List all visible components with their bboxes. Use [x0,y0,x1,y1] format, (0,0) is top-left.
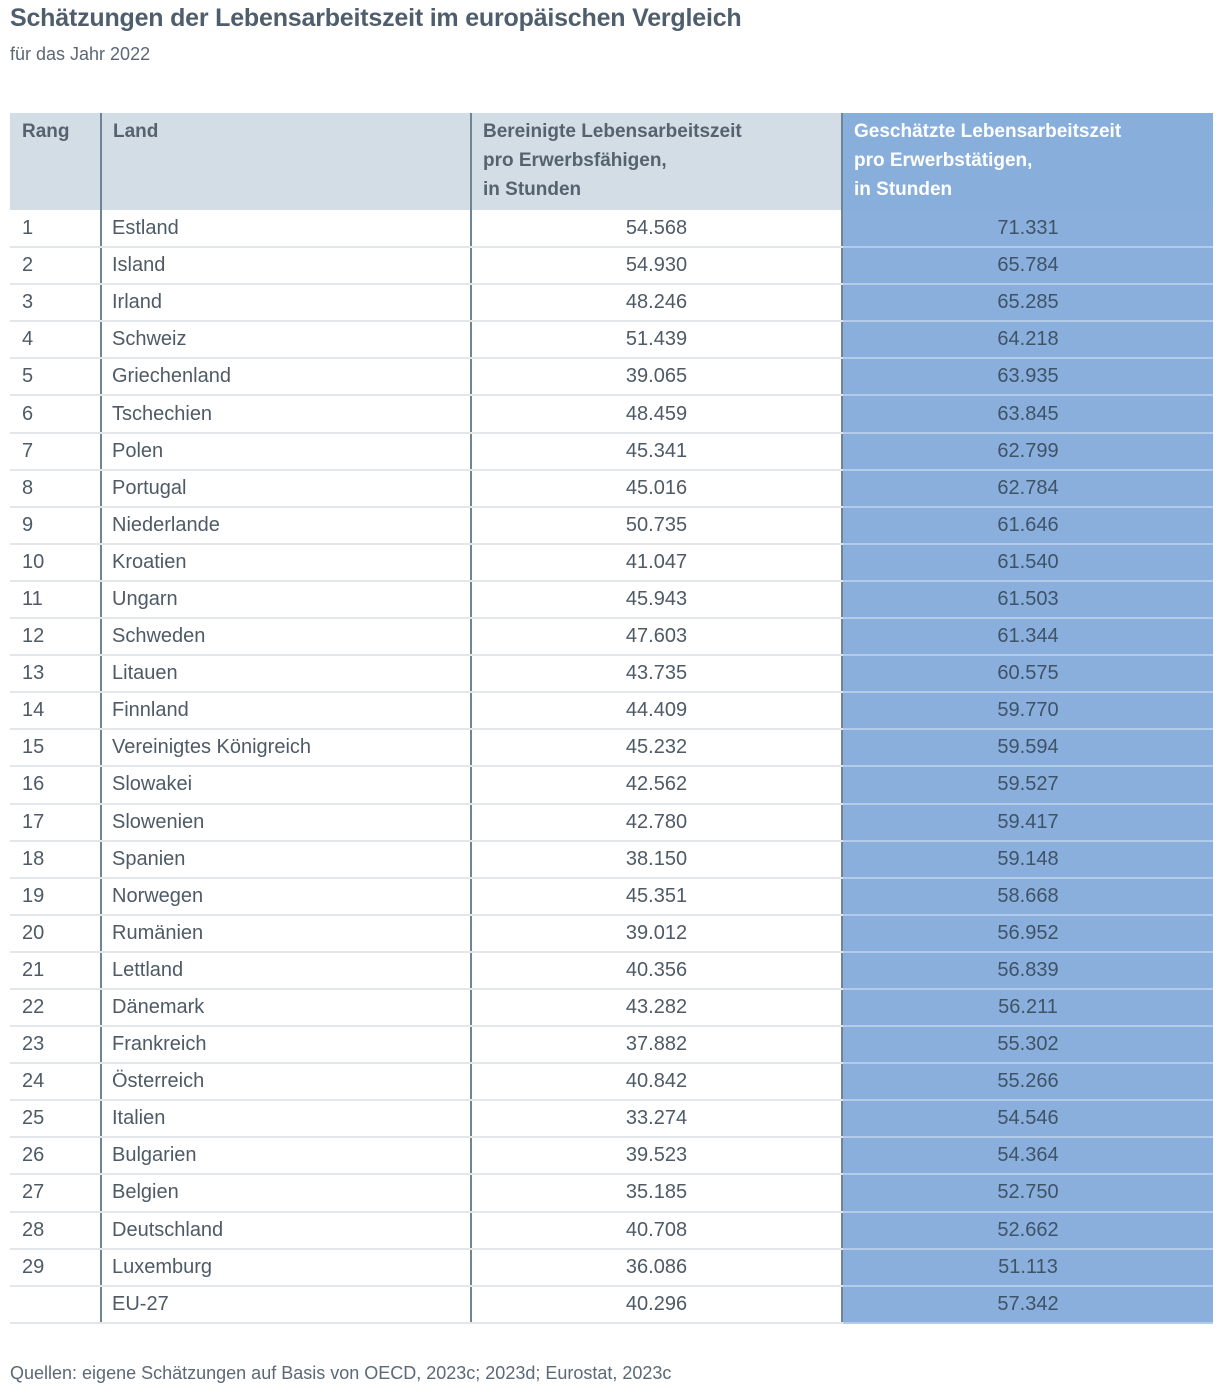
table-row [10,1063,1213,1100]
table-row [10,284,1213,321]
land-cell: Niederlande [101,507,471,544]
geschaetzt-cell: 62.784 [842,470,1213,507]
rang-cell: 3 [10,284,101,321]
geschaetzt-cell: 58.668 [842,878,1213,915]
table-row [10,766,1213,803]
land-cell: Norwegen [101,878,471,915]
table-row [10,1137,1213,1174]
geschaetzt-cell: 51.113 [842,1249,1213,1286]
bereinigt-cell: 43.282 [471,989,842,1026]
rang-cell: 10 [10,544,101,581]
land-cell: Irland [101,284,471,321]
rang-cell: 9 [10,507,101,544]
header-bereinigt-line: pro Erwerbsfähigen, [483,150,667,171]
table-row [10,1026,1213,1063]
rang-cell: 17 [10,804,101,841]
land-cell: Slowakei [101,766,471,803]
rang-cell: 12 [10,618,101,655]
geschaetzt-cell: 54.364 [842,1137,1213,1174]
header-geschaetzt-line: pro Erwerbstätigen, [854,150,1033,171]
table-row [10,581,1213,618]
geschaetzt-cell: 61.344 [842,618,1213,655]
header-rang [10,113,101,210]
geschaetzt-cell: 60.575 [842,655,1213,692]
header-rang-label: Rang [22,121,70,142]
geschaetzt-cell: 56.952 [842,915,1213,952]
land-cell: Dänemark [101,989,471,1026]
table-row [10,210,1213,247]
rang-cell: 26 [10,1137,101,1174]
bereinigt-cell: 45.341 [471,433,842,470]
header-land [101,113,471,210]
header-bereinigt-line: in Stunden [483,179,582,200]
rang-cell: 27 [10,1174,101,1211]
table-row [10,729,1213,766]
table-header-row [10,113,1213,210]
land-cell: Frankreich [101,1026,471,1063]
bereinigt-cell: 37.882 [471,1026,842,1063]
bereinigt-cell: 54.568 [471,210,842,247]
land-cell: Tschechien [101,395,471,432]
geschaetzt-cell: 65.784 [842,247,1213,284]
table-row [10,1249,1213,1286]
land-cell: EU-27 [101,1286,471,1323]
bereinigt-cell: 54.930 [471,247,842,284]
bereinigt-cell: 39.012 [471,915,842,952]
table-row [10,1174,1213,1211]
land-cell: Belgien [101,1174,471,1211]
bereinigt-cell: 48.246 [471,284,842,321]
geschaetzt-cell: 71.331 [842,210,1213,247]
geschaetzt-cell: 55.266 [842,1063,1213,1100]
table-row [10,804,1213,841]
header-geschaetzt-line: in Stunden [854,179,953,200]
rang-cell: 2 [10,247,101,284]
rang-cell: 6 [10,395,101,432]
land-cell: Slowenien [101,804,471,841]
rang-cell: 23 [10,1026,101,1063]
bereinigt-cell: 43.735 [471,655,842,692]
rang-cell: 16 [10,766,101,803]
rang-cell: 24 [10,1063,101,1100]
table-row [10,618,1213,655]
table-row [10,433,1213,470]
rang-cell: 25 [10,1100,101,1137]
table-row [10,1100,1213,1137]
lifetime-working-hours-table [10,113,1213,1324]
rang-cell: 14 [10,692,101,729]
geschaetzt-cell: 52.662 [842,1212,1213,1249]
bereinigt-cell: 51.439 [471,321,842,358]
table-row [10,358,1213,395]
rang-cell: 19 [10,878,101,915]
rang-cell: 29 [10,1249,101,1286]
bereinigt-cell: 50.735 [471,507,842,544]
rang-cell: 5 [10,358,101,395]
bereinigt-cell: 45.016 [471,470,842,507]
table-row [10,692,1213,729]
bereinigt-cell: 39.065 [471,358,842,395]
bereinigt-cell: 44.409 [471,692,842,729]
header-geschaetzt [842,113,1213,210]
bereinigt-cell: 38.150 [471,841,842,878]
land-cell: Estland [101,210,471,247]
bereinigt-cell: 35.185 [471,1174,842,1211]
geschaetzt-cell: 63.935 [842,358,1213,395]
bereinigt-cell: 45.232 [471,729,842,766]
source-note: Quellen: eigene Schätzungen auf Basis von OECD, 2023c; 2023d; Eurostat, 2023c [10,1363,672,1383]
rang-cell: 18 [10,841,101,878]
rang-cell [10,1286,101,1323]
page-title: Schätzungen der Lebensarbeitszeit im europäischen Vergleich [10,4,742,32]
land-cell: Lettland [101,952,471,989]
rang-cell: 15 [10,729,101,766]
bereinigt-cell: 36.086 [471,1249,842,1286]
geschaetzt-cell: 57.342 [842,1286,1213,1323]
land-cell: Schweiz [101,321,471,358]
table-row [10,395,1213,432]
geschaetzt-cell: 56.839 [842,952,1213,989]
geschaetzt-cell: 59.594 [842,729,1213,766]
table-row [10,841,1213,878]
land-cell: Kroatien [101,544,471,581]
land-cell: Bulgarien [101,1137,471,1174]
table-row [10,655,1213,692]
header-bereinigt [471,113,842,210]
bereinigt-cell: 45.943 [471,581,842,618]
bereinigt-cell: 41.047 [471,544,842,581]
rang-cell: 11 [10,581,101,618]
geschaetzt-cell: 59.527 [842,766,1213,803]
rang-cell: 21 [10,952,101,989]
rang-cell: 8 [10,470,101,507]
bereinigt-cell: 42.562 [471,766,842,803]
table-row [10,247,1213,284]
geschaetzt-cell: 61.540 [842,544,1213,581]
geschaetzt-cell: 59.148 [842,841,1213,878]
rang-cell: 4 [10,321,101,358]
land-cell: Luxemburg [101,1249,471,1286]
land-cell: Griechenland [101,358,471,395]
rang-cell: 22 [10,989,101,1026]
land-cell: Polen [101,433,471,470]
bereinigt-cell: 48.459 [471,395,842,432]
land-cell: Ungarn [101,581,471,618]
geschaetzt-cell: 56.211 [842,989,1213,1026]
geschaetzt-cell: 61.646 [842,507,1213,544]
land-cell: Schweden [101,618,471,655]
header-land-label: Land [113,121,159,142]
table-row [10,989,1213,1026]
bereinigt-cell: 40.356 [471,952,842,989]
geschaetzt-cell: 52.750 [842,1174,1213,1211]
land-cell: Rumänien [101,915,471,952]
table-body [10,210,1213,1323]
land-cell: Deutschland [101,1212,471,1249]
bereinigt-cell: 40.296 [471,1286,842,1323]
geschaetzt-cell: 55.302 [842,1026,1213,1063]
geschaetzt-cell: 63.845 [842,395,1213,432]
header-bereinigt-line: Bereinigte Lebensarbeitszeit [483,121,742,142]
land-cell: Portugal [101,470,471,507]
bereinigt-cell: 40.708 [471,1212,842,1249]
rang-cell: 28 [10,1212,101,1249]
geschaetzt-cell: 54.546 [842,1100,1213,1137]
land-cell: Spanien [101,841,471,878]
land-cell: Österreich [101,1063,471,1100]
rang-cell: 7 [10,433,101,470]
table-row [10,1286,1213,1323]
table-row [10,507,1213,544]
geschaetzt-cell: 64.218 [842,321,1213,358]
table-row [10,1212,1213,1249]
bereinigt-cell: 39.523 [471,1137,842,1174]
rang-cell: 13 [10,655,101,692]
bereinigt-cell: 47.603 [471,618,842,655]
land-cell: Vereinigtes Königreich [101,729,471,766]
rang-cell: 1 [10,210,101,247]
table-row [10,878,1213,915]
table-row [10,321,1213,358]
bereinigt-cell: 40.842 [471,1063,842,1100]
geschaetzt-cell: 59.770 [842,692,1213,729]
geschaetzt-cell: 59.417 [842,804,1213,841]
geschaetzt-cell: 62.799 [842,433,1213,470]
table-row [10,915,1213,952]
bereinigt-cell: 33.274 [471,1100,842,1137]
page-subtitle: für das Jahr 2022 [10,44,151,64]
bereinigt-cell: 42.780 [471,804,842,841]
rang-cell: 20 [10,915,101,952]
bereinigt-cell: 45.351 [471,878,842,915]
table-row [10,470,1213,507]
land-cell: Litauen [101,655,471,692]
land-cell: Finnland [101,692,471,729]
geschaetzt-cell: 65.285 [842,284,1213,321]
table-row [10,952,1213,989]
geschaetzt-cell: 61.503 [842,581,1213,618]
table-row [10,544,1213,581]
land-cell: Italien [101,1100,471,1137]
land-cell: Island [101,247,471,284]
header-geschaetzt-line: Geschätzte Lebensarbeitszeit [854,121,1122,142]
